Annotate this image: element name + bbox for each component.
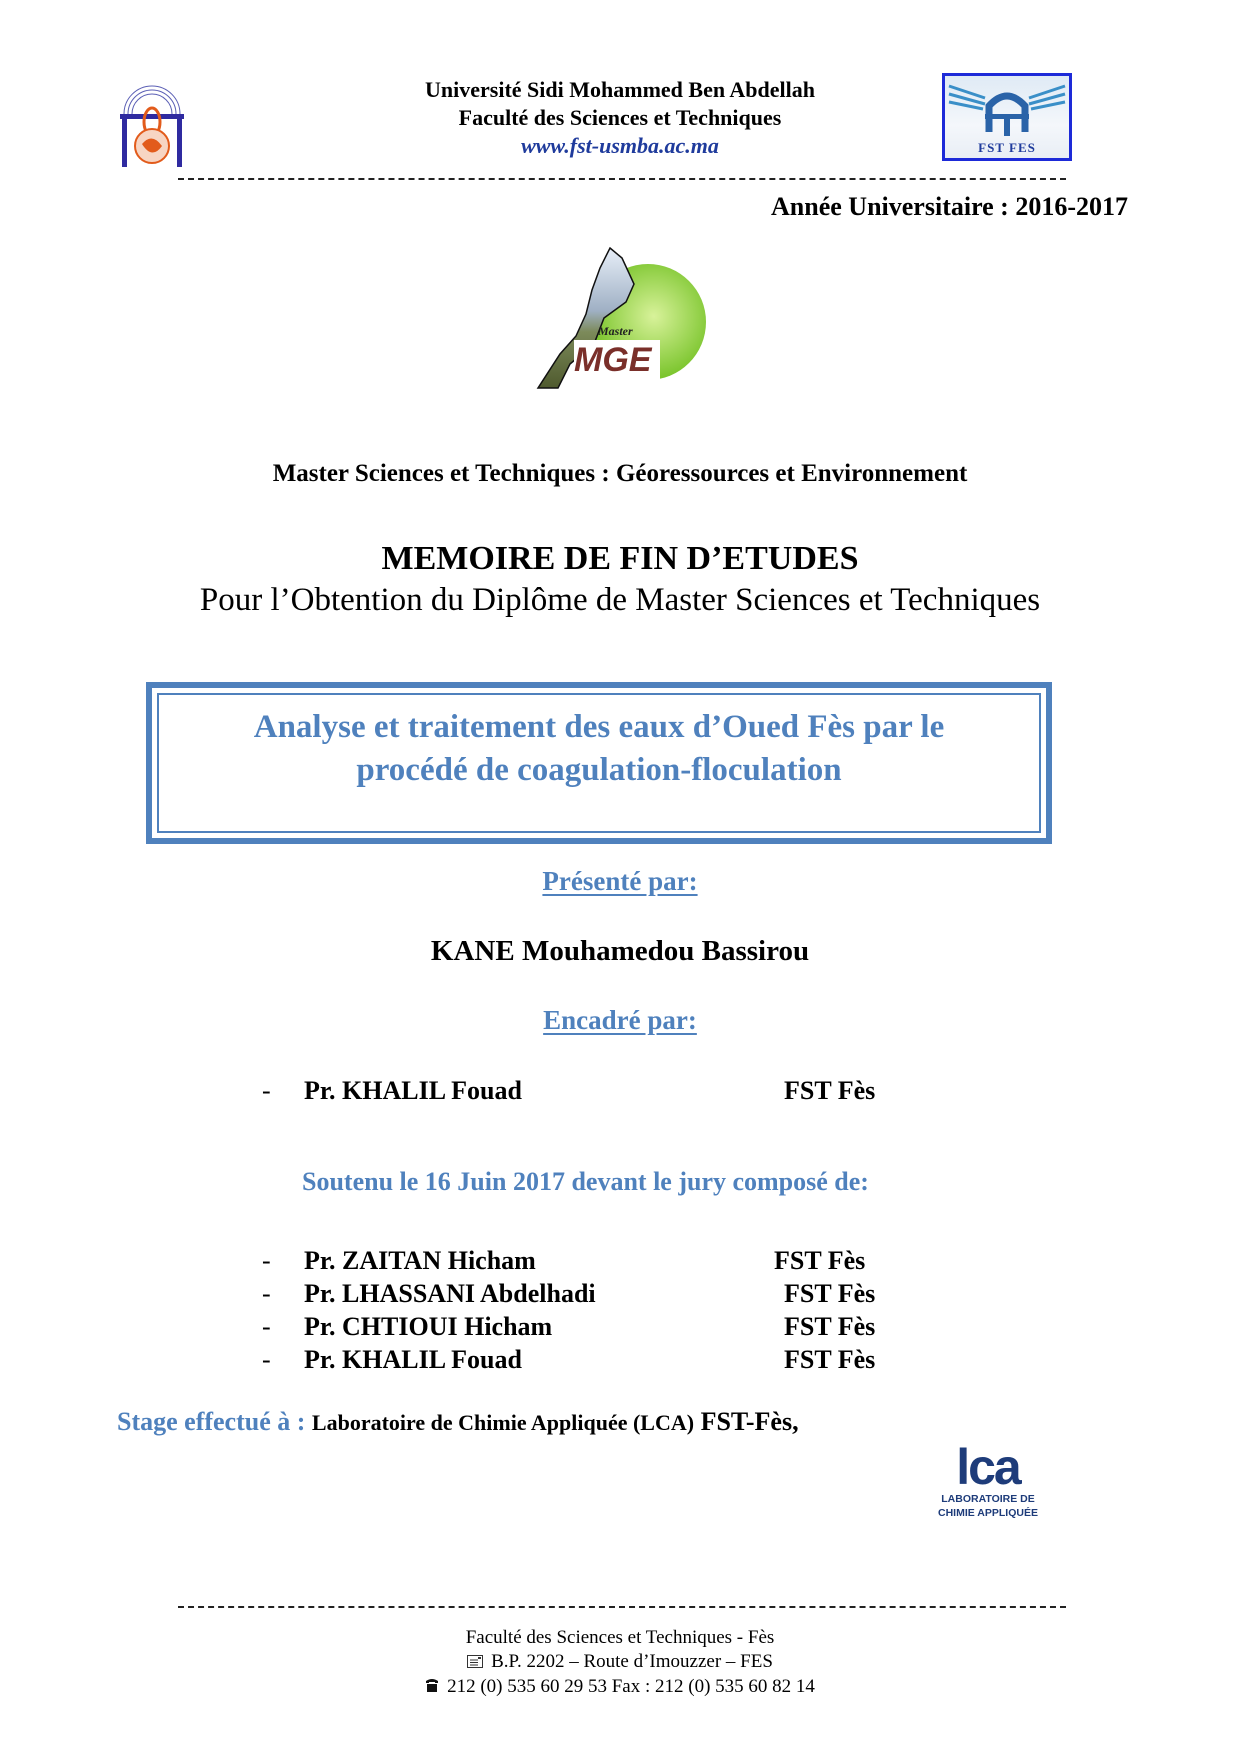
- jury-row: [262, 1312, 962, 1346]
- supervisor-row: [262, 1076, 962, 1110]
- academic-year: Année Universitaire : 2016-2017: [771, 192, 1128, 221]
- program-name: Master Sciences et Techniques : Géoressources et Environnement: [272, 460, 968, 487]
- thesis-title-line-2: procédé de coagulation-floculation: [356, 752, 842, 788]
- presented-by-heading: [0, 866, 1240, 897]
- thesis-title: [152, 706, 1046, 792]
- footer-phone-line: [0, 1675, 1240, 1700]
- header-divider: [178, 178, 1066, 180]
- supervisor-name: Pr. KHALIL Fouad: [304, 1076, 522, 1105]
- jury-row: [262, 1279, 962, 1313]
- jury-member-name: Pr. CHTIOUI Hicham: [304, 1312, 553, 1341]
- footer-address: [0, 1626, 1240, 1700]
- footer-postal: B.P. 2202 – Route d’Imouzzer – FES: [491, 1651, 773, 1672]
- supervised-by-label: Encadré par:: [543, 1005, 697, 1035]
- university-name: Université Sidi Mohammed Ben Abdellah: [425, 77, 815, 102]
- list-bullet: -: [262, 1345, 271, 1374]
- footer-divider: [178, 1606, 1066, 1608]
- thesis-title-line-1: Analyse et traitement des eaux d’Oued Fès par le: [253, 709, 945, 745]
- header-institution: [300, 76, 940, 160]
- jury-member-institution: FST Fès: [784, 1312, 876, 1341]
- footer-faculty: Faculté des Sciences et Techniques - Fès: [465, 1627, 775, 1648]
- lca-logo: [928, 1439, 1048, 1542]
- mge-master-label: Master: [598, 324, 633, 338]
- lca-logo-line-2: CHIMIE APPLIQUÉE: [938, 1507, 1038, 1519]
- footer-phone-fax: 212 (0) 535 60 29 53 Fax : 212 (0) 535 60 82 14: [447, 1676, 815, 1697]
- jury-row: [262, 1345, 962, 1379]
- jury-member-name: Pr. LHASSANI Abdelhadi: [304, 1279, 596, 1308]
- usmba-logo: [116, 74, 188, 168]
- telephone-icon: [425, 1676, 439, 1700]
- presented-by-label: Présenté par:: [542, 866, 698, 896]
- internship-line: [117, 1407, 799, 1437]
- supervised-by-heading: [0, 1005, 1240, 1036]
- thesis-title-box: [146, 682, 1052, 844]
- internship-lab: Laboratoire de Chimie Appliquée (LCA): [311, 1410, 695, 1435]
- lca-logo-line-1: LABORATOIRE DE: [941, 1493, 1035, 1505]
- mailbox-icon: [467, 1651, 483, 1675]
- footer-postal-line: [0, 1650, 1240, 1675]
- diploma-line: Pour l’Obtention du Diplôme de Master Sciences et Techniques: [199, 582, 1041, 618]
- jury-member-name: Pr. ZAITAN Hicham: [304, 1246, 536, 1275]
- document-type: MEMOIRE DE FIN D’ETUDES: [381, 540, 859, 577]
- list-bullet: -: [262, 1246, 271, 1275]
- jury-member-institution: FST Fès: [784, 1345, 876, 1374]
- fst-logo-label: FST FES: [978, 140, 1036, 155]
- defense-heading: Soutenu le 16 Juin 2017 devant le jury composé de:: [302, 1167, 869, 1196]
- jury-member-institution: FST Fès: [784, 1279, 876, 1308]
- mge-master-logo: [530, 244, 710, 390]
- jury-row: [262, 1246, 962, 1280]
- list-bullet: -: [262, 1279, 271, 1308]
- mge-acronym: MGE: [574, 340, 660, 380]
- list-bullet: -: [262, 1076, 271, 1105]
- supervisor-institution: FST Fès: [784, 1076, 876, 1105]
- internship-label: Stage effectué à :: [117, 1407, 306, 1436]
- jury-member-name: Pr. KHALIL Fouad: [304, 1345, 522, 1374]
- author-name: KANE Mouhamedou Bassirou: [430, 935, 810, 967]
- website-link[interactable]: www.fst-usmba.ac.ma: [521, 133, 719, 158]
- list-bullet: -: [262, 1312, 271, 1341]
- fst-fes-logo: [942, 73, 1072, 161]
- lca-acronym: lca: [956, 1439, 1020, 1495]
- faculty-name: Faculté des Sciences et Techniques: [458, 105, 782, 130]
- jury-member-institution: FST Fès: [774, 1246, 866, 1275]
- internship-place: FST-Fès,: [700, 1407, 799, 1436]
